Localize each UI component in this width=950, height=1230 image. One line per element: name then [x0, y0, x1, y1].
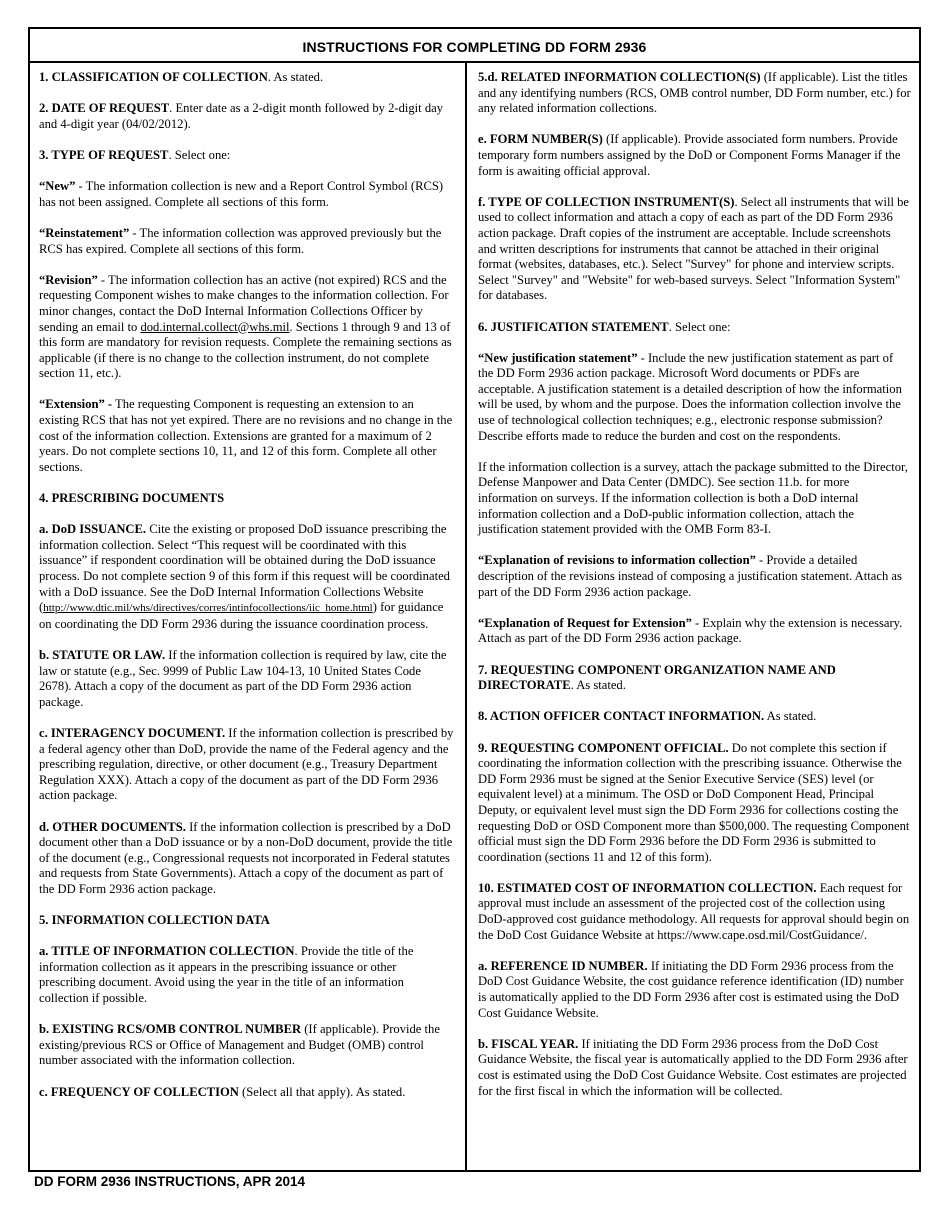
section-4 — [39, 491, 456, 507]
section-heading: 7. REQUESTING COMPONENT ORGANIZATION NAME AND DIRECTORATE — [478, 662, 836, 693]
section-5f: f. TYPE OF COLLECTION INSTRUMENT(S). Select all instruments that will be used to collect information and attach a copy of each as part of the DD Form 2936 action package. Draft copies of the instrument are acceptable. Include screenshots and written descriptions for instruments that cannot be attached in their original format (websites, databases, etc.). Select "Survey" for phone and interview scripts. Select "Survey" and "Website" for web-based surveys. Select "Information System" for databases. — [478, 194, 909, 303]
section-10a: a. REFERENCE ID NUMBER. If initiating the DD Form 2936 process from the DoD Cost Guidance Website, the cost guidance reference identification (ID) number is automatically applied to the DD Form 2936 after cost is estimated using the DoD Cost Guidance Website. — [478, 958, 904, 1020]
right-column — [467, 63, 919, 1170]
website-link[interactable]: http://www.dtic.mil/whs/directives/corres/intinfocollections/iic_home.html — [43, 602, 373, 615]
option-reinstatement: “Reinstatement” - The information collection was approved previously but the RCS has expired. Complete all sections of this form. — [39, 225, 442, 256]
section-5 — [39, 913, 456, 929]
option-new-justification: “New justification statement” - Include the new justification statement as part of the DD Form 2936 action package. Microsoft Word documents or PDFs are acceptable. A justification statement is a detailed description of how the information will be used, by whom and the purpose. Does the information collection involve the use of technological collection techniques; e.g., electronic response submission? Describe efforts made to reduce the burden and cost on the respondents. — [478, 350, 902, 443]
option-revision: “Revision” - The information collection has an active (not expired) RCS and the requesting Component wishes to make changes to the information collection. For minor changes, contact the DoD Internal Information Collections Officer by sending an email to dod.internal.collect@whs.mil. Sections 1 through 9 and 13 of this form are mandatory for revision requests. Complete the remaining sections as applicable (if there is no change to the collection instrument, do not complete section 11, etc.). — [39, 272, 452, 381]
email-link[interactable]: dod.internal.collect@whs.mil — [140, 319, 290, 334]
columns — [30, 63, 919, 1170]
section-heading: 10. ESTIMATED COST OF INFORMATION COLLECTION. — [478, 880, 817, 895]
instructions-frame — [28, 27, 921, 1172]
section-5a: a. TITLE OF INFORMATION COLLECTION. Provide the title of the information collection as it appears in the prescribing issuance or other prescribing document. Avoid using the year in the title of an information collection if possible. — [39, 944, 414, 1006]
section-heading: 3. TYPE OF REQUEST — [39, 147, 169, 162]
survey-note: If the information collection is a survey, attach the package submitted to the Director, Defense Manpower and Data Center (DMDC). See section 11.b. for more information on surveys. If the information collection is both a DoD internal information collection and a DoD-public information collection, attach the justification statement provided with the OMB Form 83-I. — [478, 459, 908, 537]
section-2: 2. DATE OF REQUEST. Enter date as a 2-digit month followed by 2-digit day and 4-digit year (04/02/2012). — [39, 101, 444, 131]
section-9: 9. REQUESTING COMPONENT OFFICIAL. Do not complete this section if coordinating the information collection with the prescribing issuance. Otherwise the DD Form 2936 must be signed at the Senior Executive Service (SES) level (or equivalent level) at a minimum. The OSD or DoD Component Head, Principal Deputy, or equivalent level must sign the DD Form 2936 for collections costing the requesting DoD or OSD Component more than $500,000. The requesting Component official must sign the DD Form 2936 before the DD Form 2936 is submitted to coordination (sections 11 and 12 of this form). — [478, 740, 910, 864]
section-4d: d. OTHER DOCUMENTS. If the information collection is prescribed by a DoD document other than a DoD issuance or by a non-DoD document, provide the title of the document (e.g., Congressional requests not incorporated in Federal statutes and requests from State Governments). Attach a copy of the document as part of the DD Form 2936 action package. — [39, 819, 453, 896]
section-heading: 1. CLASSIFICATION OF COLLECTION — [39, 70, 268, 84]
option-explanation-revisions: “Explanation of revisions to information collection” - Provide a detailed description of the revisions instead of composing a justification statement. Attach as part of the DD Form 2936 action package. — [478, 553, 902, 599]
section-heading: 6. JUSTIFICATION STATEMENT — [478, 319, 669, 334]
section-heading: 9. REQUESTING COMPONENT OFFICIAL. — [478, 740, 729, 755]
section-5b: b. EXISTING RCS/OMB CONTROL NUMBER (If applicable). Provide the existing/previous RCS or Office of Management and Budget (OMB) control number associated with the information collection. — [39, 1022, 440, 1068]
section-1: 1. CLASSIFICATION OF COLLECTION. As stated. — [39, 70, 324, 84]
section-10b: b. FISCAL YEAR. If initiating the DD Form 2936 process from the DoD Cost Guidance Website, the fiscal year is automatically applied to the DD Form 2936 after cost is estimated using the DoD Cost Guidance Website. Cost estimates are projected for the first fiscal in which the information will be collected. — [478, 1036, 908, 1098]
section-heading: 8. ACTION OFFICER CONTACT INFORMATION. — [478, 709, 765, 724]
section-3: 3. TYPE OF REQUEST. Select one: — [39, 147, 231, 162]
left-column — [30, 63, 467, 1170]
section-4b: b. STATUTE OR LAW. If the information collection is required by law, cite the law or statute (e.g., Sec. 9999 of Public Law 104-13, 10 United States Code 2678). Attach a copy of the document as part of the DD Form 2936 action package. — [39, 647, 447, 709]
section-8: 8. ACTION OFFICER CONTACT INFORMATION. As stated. — [478, 709, 817, 724]
page-title: INSTRUCTIONS FOR COMPLETING DD FORM 2936 — [30, 29, 919, 63]
section-5c: c. FREQUENCY OF COLLECTION (Select all that apply). As stated. — [39, 1084, 406, 1099]
option-extension: “Extension” - The requesting Component is requesting an extension to an existing RCS that has not yet expired. There are no revisions and no change in the cost of the information collection. Extensions are granted for a maximum of 2 years. Do not complete sections 10, 11, and 12 of this form. Complete all other sections. — [39, 397, 453, 474]
section-4c: c. INTERAGENCY DOCUMENT. If the information collection is prescribed by a federal agency other than DoD, provide the name of the Federal agency and the prescribing regulation, directive, or other document (e.g., Treasury Department Regulation XXX). Attach a copy of the document as part of the DD Form 2936 action package. — [39, 725, 454, 803]
section-heading: 5. INFORMATION COLLECTION DATA — [39, 913, 270, 928]
section-heading: 2. DATE OF REQUEST — [39, 101, 170, 116]
section-5e: e. FORM NUMBER(S) (If applicable). Provide associated form numbers. Provide temporary form numbers assigned by the DoD or Component Forms Manager if the form is awaiting official approval. — [478, 132, 901, 178]
form-footer: DD FORM 2936 INSTRUCTIONS, APR 2014 — [34, 1174, 306, 1189]
section-10: 10. ESTIMATED COST OF INFORMATION COLLECTION. Each request for approval must include an assessment of the projected cost of the collection using DoD-approved cost guidance methodology. All requests for approval should begin on the DoD Cost Guidance Website at https://www.cape.osd.mil/CostGuidance/. — [478, 880, 910, 942]
section-heading: 4. PRESCRIBING DOCUMENTS — [39, 491, 225, 506]
section-7: 7. REQUESTING COMPONENT ORGANIZATION NAME AND DIRECTORATE. As stated. — [478, 662, 836, 693]
option-explanation-extension: “Explanation of Request for Extension” - Explain why the extension is necessary. Attach as part of the DD Form 2936 action package. — [478, 615, 903, 646]
section-5d: 5.d. RELATED INFORMATION COLLECTION(S) (If applicable). List the titles and any identifying numbers (RCS, OMB control number, DD Form number, etc.) for any related information collections. — [478, 70, 911, 116]
option-new: “New” - The information collection is new and a Report Control Symbol (RCS) has not been assigned. Complete all sections of this form. — [39, 179, 444, 209]
section-6: 6. JUSTIFICATION STATEMENT. Select one: — [478, 319, 731, 334]
section-4a: a. DoD ISSUANCE. Cite the existing or proposed DoD issuance prescribing the information collection. Select “This request will be coordinated with this issuance” if respondent coordination will be obtained during the DoD issuance process. Do not complete section 9 of this form if this request will be coordinated with a DoD issuance. See the DoD Internal Information Collections Website (http://www.dtic.mil/whs/directives/corres/intinfocollections/iic_home.html) for guidance on coordinating the DD Form 2936 during the issuance coordination process. — [39, 522, 450, 631]
